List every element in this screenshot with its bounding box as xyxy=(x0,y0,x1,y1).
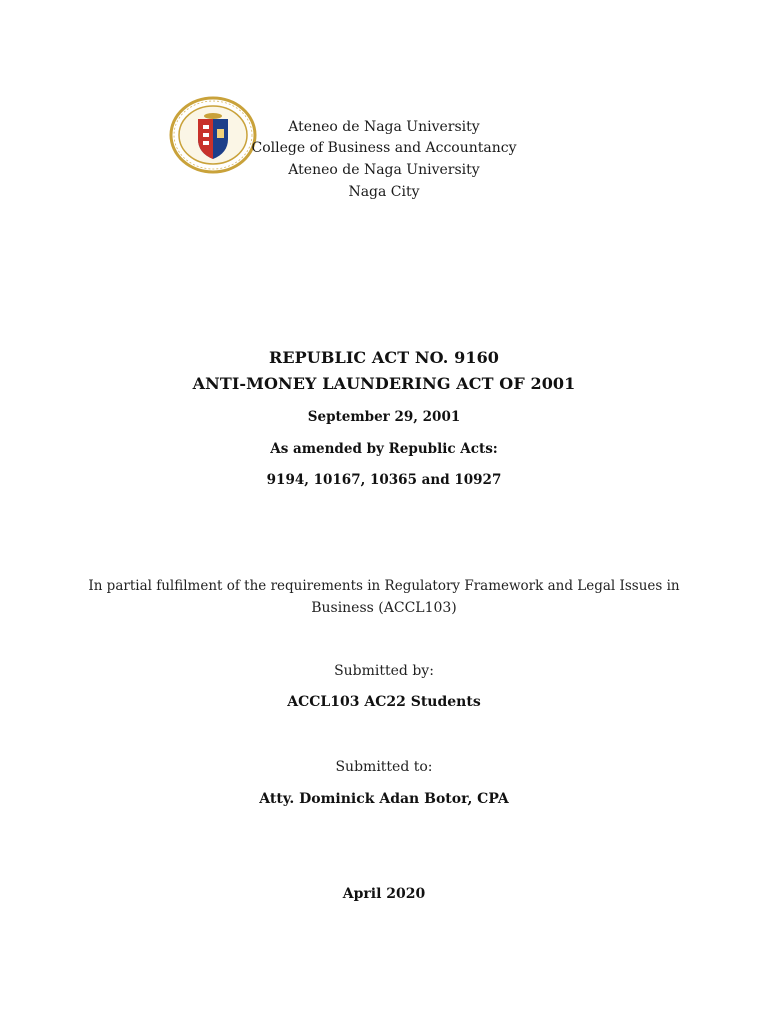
purpose-line-1: In partial fulfilment of the requirements in Regulatory Framework and Legal Issues in xyxy=(88,578,680,594)
header-university: Ateneo de Naga University xyxy=(288,119,480,135)
submission-date: April 2020 xyxy=(342,886,426,902)
document-title-name: ANTI-MONEY LAUNDERING ACT OF 2001 xyxy=(192,374,576,393)
document-title-act: REPUBLIC ACT NO. 9160 xyxy=(268,348,500,367)
header-city: Naga City xyxy=(348,184,420,200)
submitted-to-label: Submitted to: xyxy=(335,759,433,775)
header-university-repeat: Ateneo de Naga University xyxy=(288,162,480,178)
purpose-line-2: Business (ACCL103) xyxy=(311,600,457,616)
header-college: College of Business and Accountancy xyxy=(251,140,517,156)
submitted-by-label: Submitted by: xyxy=(334,663,434,679)
amended-acts: 9194, 10167, 10365 and 10927 xyxy=(266,472,502,488)
submitted-by-value: ACCL103 AC22 Students xyxy=(287,694,481,710)
act-date: September 29, 2001 xyxy=(307,409,461,425)
amended-label: As amended by Republic Acts: xyxy=(270,441,498,457)
submitted-to-value: Atty. Dominick Adan Botor, CPA xyxy=(259,791,509,807)
